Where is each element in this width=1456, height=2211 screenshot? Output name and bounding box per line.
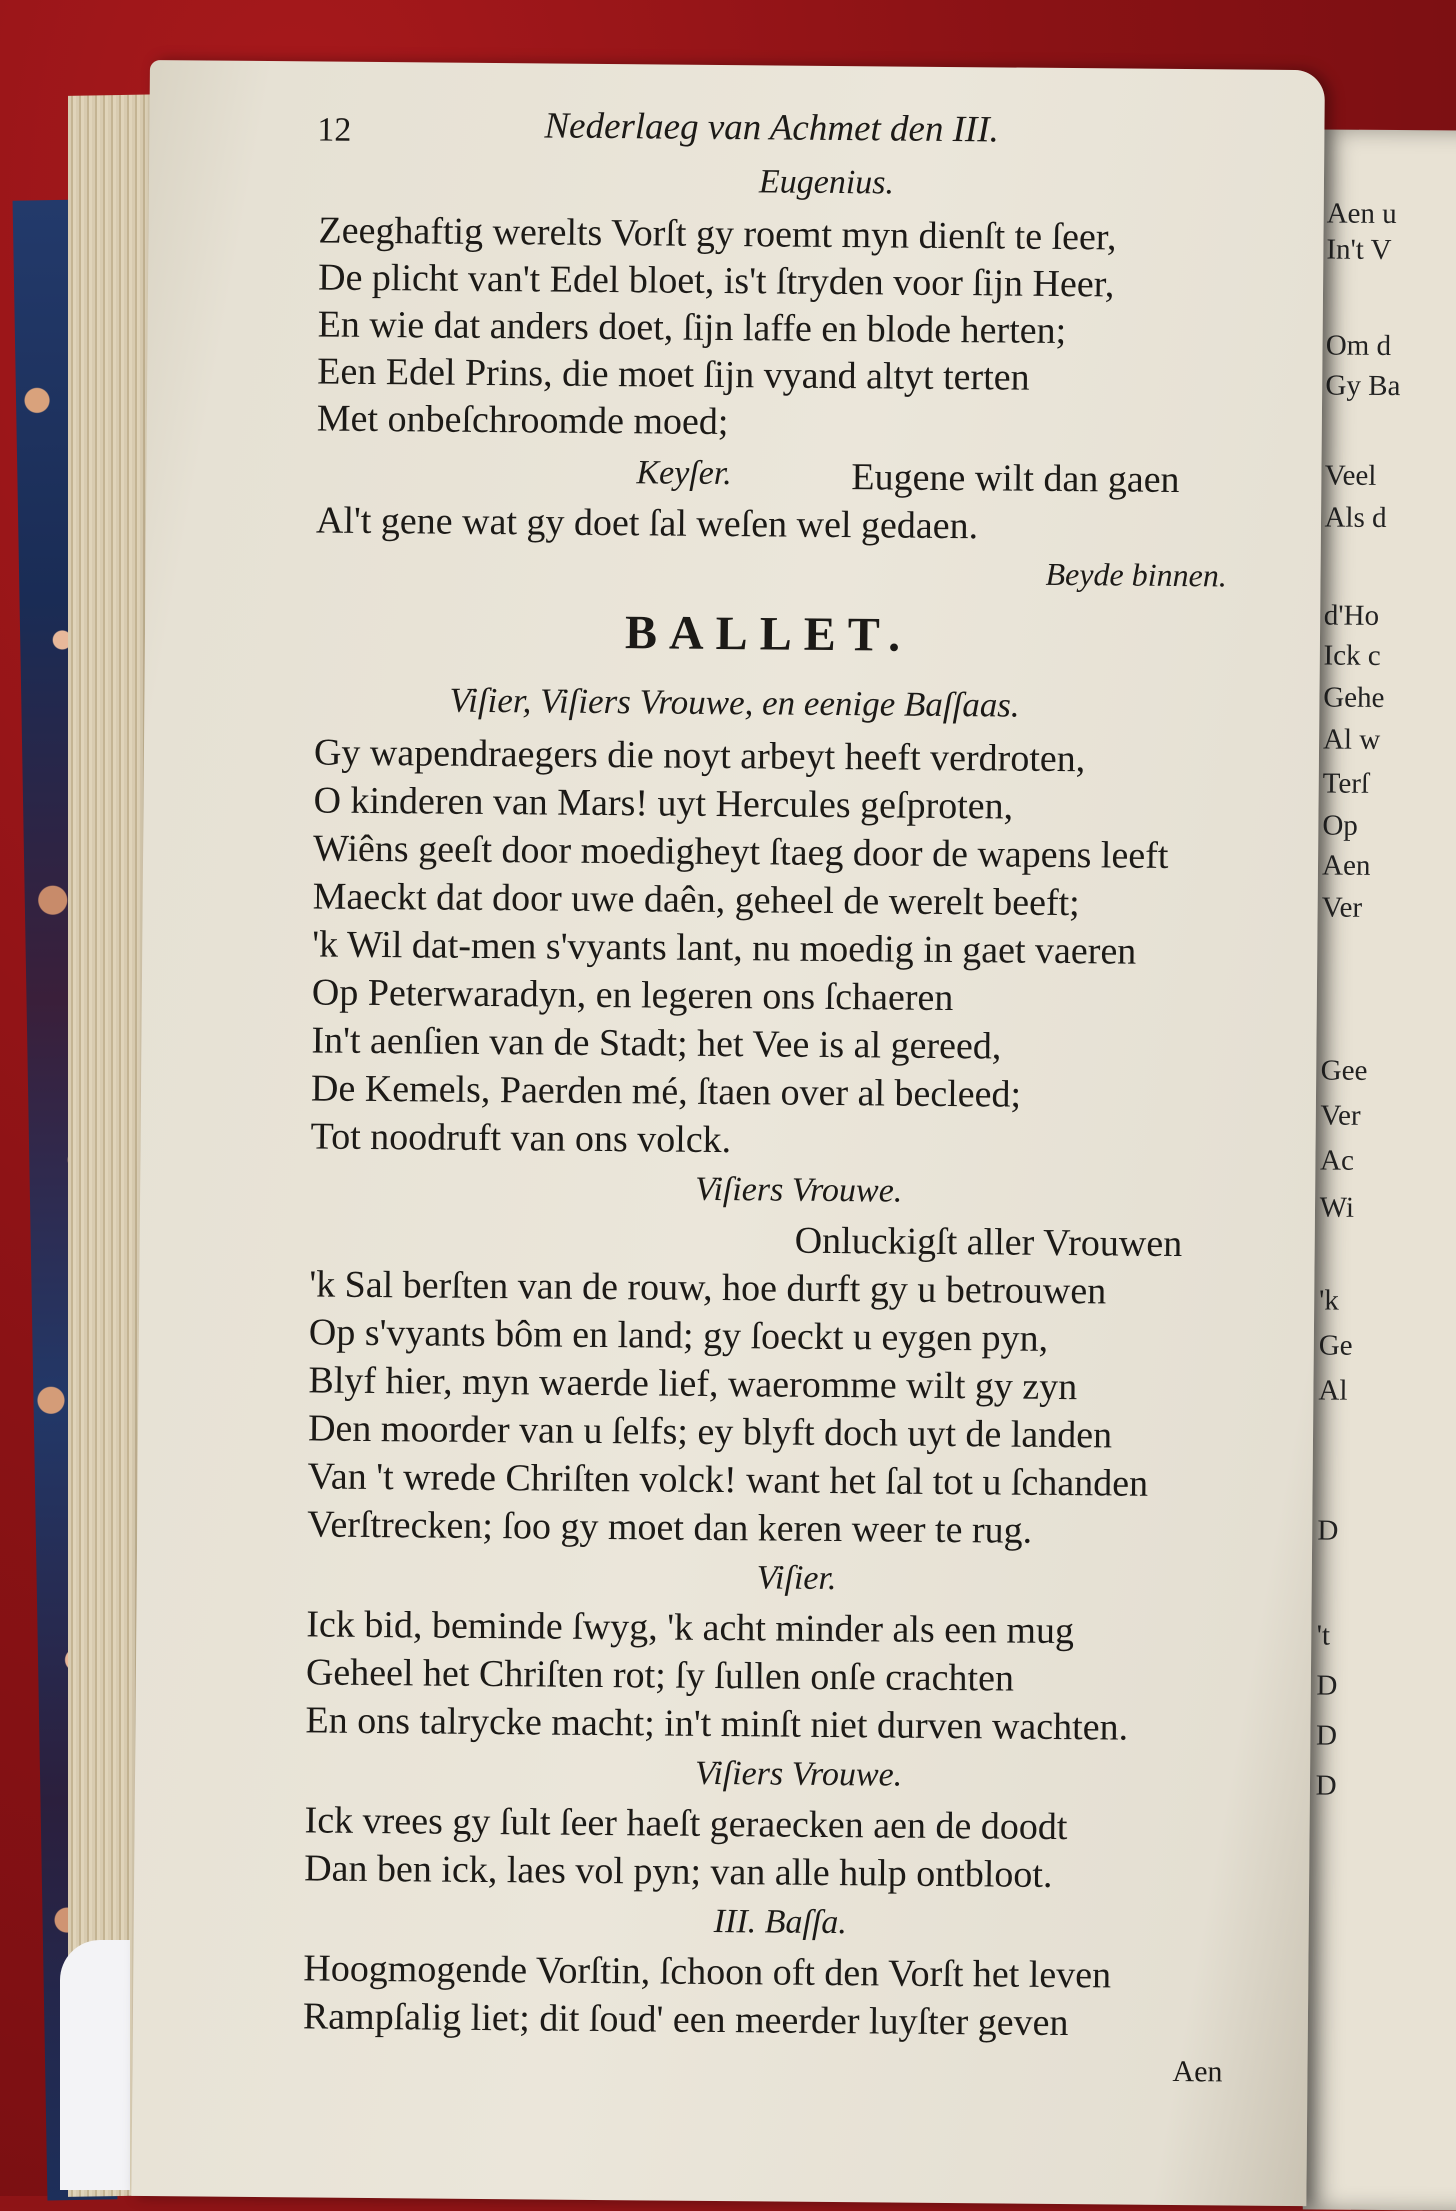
facing-fragment: d'Ho [1323, 599, 1380, 632]
verse-line: Hoogmogende Vorſtin, ſchoon oft den Vorſt het leven [303, 1947, 1112, 1997]
verse-line: Den moorder van u ſelfs; ey blyft doch uyt de landen [307, 1407, 1113, 1457]
speaker-heading: Eugenius. [758, 163, 895, 202]
facing-fragment: D [1317, 1514, 1339, 1547]
verse-line: Al't gene wat gy doet ſal weſen wel gedaen. [315, 499, 979, 548]
facing-fragment: Ver [1320, 1099, 1361, 1132]
verse-line: Dan ben ick, laes vol pyn; van alle hulp ontbloot. [304, 1847, 1053, 1896]
library-label [60, 1940, 130, 2190]
verse-line: In't aenſien van de Stadt; het Vee is al gereed, [311, 1019, 1002, 1068]
speaker-heading: III. Baſſa. [713, 1902, 848, 1942]
facing-fragment: Ac [1319, 1144, 1355, 1177]
section-title: BALLET. [624, 606, 913, 662]
verse-line: Wiêns geeſt door moedigheyt ſtaeg door de wapens leeft [312, 827, 1169, 877]
facing-fragment: Aen [1322, 849, 1371, 882]
facing-fragment: Al w [1322, 723, 1381, 756]
verse-line: Verſtrecken; ſoo gy moet dan keren weer te rug. [307, 1503, 1033, 1552]
facing-fragment: D [1315, 1769, 1337, 1802]
verse-line: De Kemels, Paerden mé, ſtaen over al becleed; [310, 1067, 1022, 1116]
speaker-heading: Viſiers Vrouwe. [695, 1170, 903, 1210]
facing-fragment: Ge [1318, 1329, 1353, 1362]
facing-fragment: 't [1316, 1619, 1331, 1652]
verse-line: Ick bid, beminde ſwyg, 'k acht minder als een mug [306, 1603, 1075, 1653]
facing-page [1303, 129, 1456, 2210]
page-number: 12 [317, 111, 352, 149]
verse-line: 'k Wil dat-men s'vyants lant, nu moedig in gaet vaeren [312, 923, 1137, 973]
facing-fragment: D [1316, 1669, 1338, 1702]
cast-list: Viſier, Viſiers Vrouwe, en eenige Baſſaas. [449, 680, 1020, 725]
running-head: Nederlaeg van Achmet den III. [544, 105, 1000, 151]
verse-line: Onluckigſt aller Vrouwen [794, 1219, 1183, 1266]
verse-line: En wie dat anders doet, ſijn laffe en blode herten; [317, 303, 1067, 353]
facing-fragment: Gehe [1323, 681, 1385, 714]
verse-line: Van 't wrede Chriſten volck! want het ſal tot u ſchanden [307, 1455, 1149, 1505]
speaker-heading: Keyſer. [636, 454, 732, 493]
speaker-heading: Viſier. [756, 1559, 837, 1598]
verse-line: Op Peterwaradyn, en legeren ons ſchaeren [311, 971, 954, 1020]
verse-line: 'k Sal berſten van de rouw, hoe durft gy u betrouwen [309, 1263, 1107, 1313]
facing-fragment: Ver [1321, 891, 1363, 924]
facing-fragment: Gee [1320, 1054, 1368, 1087]
facing-fragment: D [1315, 1719, 1338, 1752]
verse-line: Op s'vyants bôm en land; gy ſoeckt u eygen pyn, [308, 1311, 1049, 1360]
facing-fragment: Ick c [1323, 639, 1381, 672]
verse-line: Zeeghaftig werelts Vorſt gy roemt myn dienſt te ſeer, [318, 209, 1117, 259]
speaker-heading: Viſiers Vrouwe. [694, 1754, 903, 1794]
catchword: Aen [1172, 2055, 1223, 2089]
verse-line: Blyf hier, myn waerde lief, waeromme wilt gy zyn [308, 1359, 1078, 1409]
verse-line: Een Edel Prins, die moet ſijn vyand altyt terten [317, 350, 1030, 399]
facing-fragment: 'k [1318, 1284, 1339, 1317]
book-page [131, 60, 1325, 2206]
facing-fragment: Aen u [1326, 197, 1397, 231]
verse-line: O kinderen van Mars! uyt Hercules geſproten, [313, 779, 1014, 828]
verse-line: Gy wapendraegers die noyt arbeyt heeft verdroten, [313, 731, 1086, 781]
facing-fragment: Wi [1319, 1191, 1355, 1224]
facing-fragment: Gy Ba [1325, 369, 1401, 403]
verse-line: Geheel het Chriſten rot; ſy ſullen onſe crachten [305, 1651, 1015, 1700]
facing-fragment: In't V [1326, 233, 1392, 266]
facing-fragment: Terſ [1322, 767, 1370, 800]
facing-fragment: Op [1322, 809, 1358, 842]
stage-direction: Beyde binnen. [1045, 555, 1227, 594]
verse-line: Met onbeſchroomde moed; [316, 397, 729, 444]
facing-fragment: Veel [1324, 459, 1377, 492]
verse-line: De plicht van't Edel bloet, is't ſtryden voor ſijn Heer, [317, 256, 1115, 306]
verse-line: Tot noodruft van ons volck. [310, 1115, 732, 1162]
verse-line: En ons talrycke macht; in't minſt niet durven wachten. [305, 1699, 1129, 1749]
facing-fragment: Om d [1325, 329, 1392, 362]
verse-line: Eugene wilt dan gaen [851, 456, 1180, 501]
facing-fragment: Als d [1324, 501, 1387, 534]
verse-line: Ick vrees gy ſult ſeer haeſt geraecken aen de doodt [304, 1799, 1068, 1849]
facing-fragment: Al [1318, 1374, 1348, 1407]
verse-line: Rampſalig liet; dit ſoud' een meerder luyſter geven [302, 1995, 1069, 2045]
verse-line: Maeckt dat door uwe daên, geheel de werelt beeft; [312, 875, 1080, 925]
